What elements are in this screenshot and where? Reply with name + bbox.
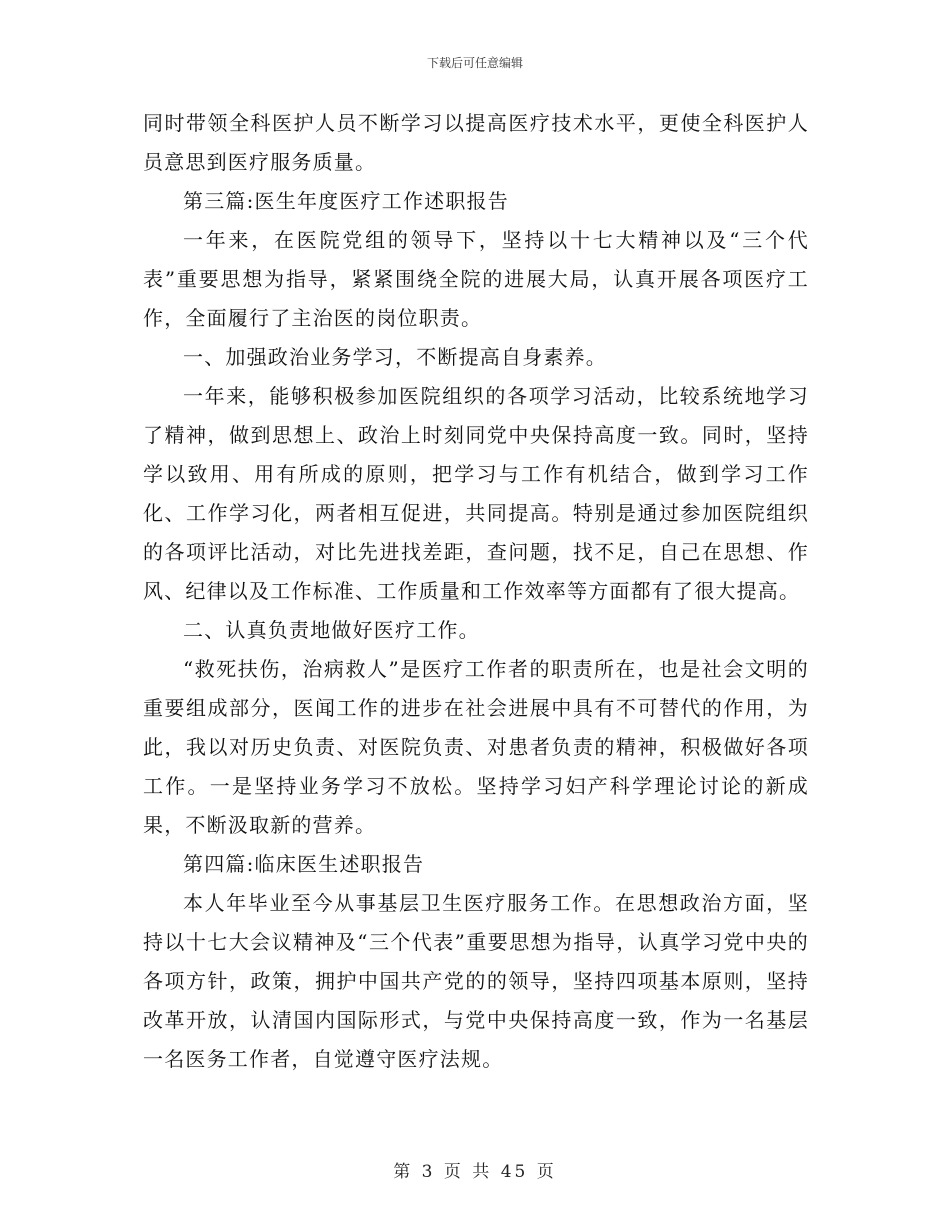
heading-point-1: 一、加强政治业务学习，不断提高自身素养。 <box>183 345 607 369</box>
paragraph-point-2: “救死扶伤，治病救人”是医疗工作者的职责所在，也是社会文明的重要组成部分，医闻工作的进步在社会进展中具有不可替代的作用，为此，我以对历史负责、对医院负责、对患者负责的精神，积极做好各项工作。一是坚持业务学习不放松。坚持学习妇产科学理论讨论的新成果，不断汲取新的营养。 <box>143 657 809 837</box>
section-title-4: 第四篇:临床医生述职报告 <box>183 852 425 876</box>
document-body <box>143 104 809 1079</box>
heading-point-2: 二、认真负责地做好医疗工作。 <box>183 618 480 642</box>
paragraph-point-1: 一年来，能够积极参加医院组织的各项学习活动，比较系统地学习了精神，做到思想上、政治上时刻同党中央保持高度一致。同时，坚持学以致用、用有所成的原则，把学习与工作有机结合，做到学习工作化、工作学习化，两者相互促进，共同提高。特别是通过参加医院组织的各项评比活动，对比先进找差距，查问题，找不足，自己在思想、作风、纪律以及工作标准、工作质量和工作效率等方面都有了很大提高。 <box>143 384 809 603</box>
paragraph-continuation: 同时带领全科医护人员不断学习以提高医疗技术水平，更使全科医护人员意思到医疗服务质量。 <box>143 111 809 174</box>
page-header-note: 下载后可任意编辑 <box>426 56 523 70</box>
paragraph-intro-4: 本人年毕业至今从事基层卫生医疗服务工作。在思想政治方面，坚持以十七大会议精神及“三个代表”重要思想为指导，认真学习党中央的各项方针，政策，拥护中国共产党的的领导，坚持四项基本原则，坚持改革开放，认清国内国际形式，与党中央保持高度一致，作为一名基层一名医务工作者，自觉遵守医疗法规。 <box>143 891 809 1071</box>
paragraph-intro-3: 一年来，在医院党组的领导下，坚持以十七大精神以及“三个代表”重要思想为指导，紧紧围绕全院的进展大局，认真开展各项医疗工作，全面履行了主治医的岗位职责。 <box>143 228 809 330</box>
section-title-3: 第三篇:医生年度医疗工作述职报告 <box>183 189 509 213</box>
page-number-footer: 第 3 页 共 45 页 <box>393 1162 557 1182</box>
